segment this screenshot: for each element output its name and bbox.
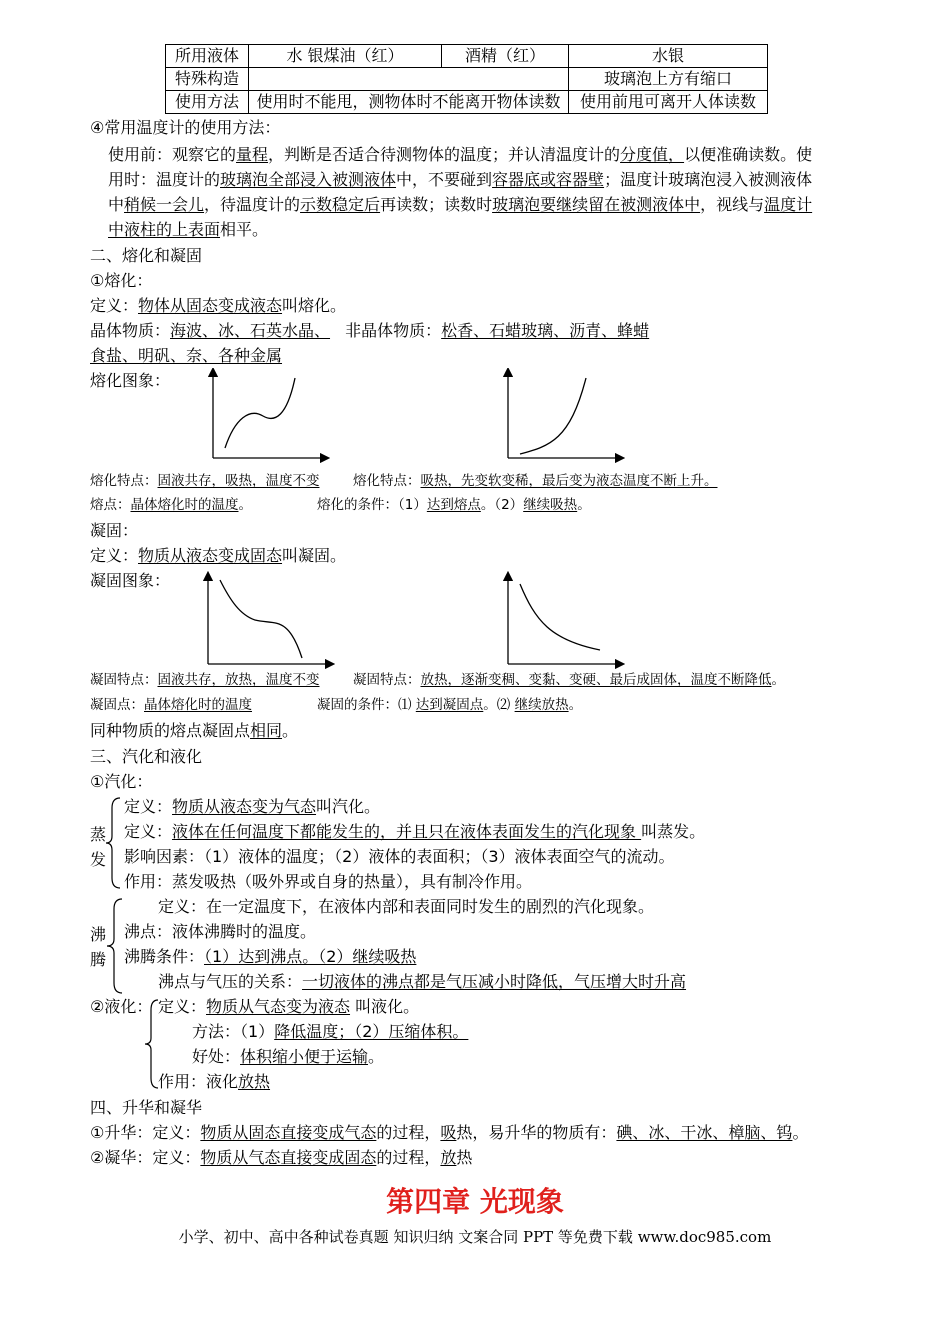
thermo-line-1: 使用前：观察它的量程，判断是否适合待测物体的温度；并认清温度计的分度值，以便准确读数。使 [108,145,813,164]
boil-def: 定义：在一定温度下，在液体内部和表面同时发生的剧烈的汽化现象。 [158,897,655,916]
melting-sub: ①熔化： [90,271,153,290]
liq-method: 方法：（1）降低温度；（2）压缩体积。 [192,1022,469,1041]
evap-def-1: 定义：物质从液态变为气态叫汽化。 [124,797,381,816]
freezing-point: 凝固点：晶体熔化时的温度 [90,697,252,713]
evap-def-2: 定义：液体在任何温度下都能发生的，并且只在液体表面发生的汽化现象 叫蒸发。 [124,822,706,841]
freezing-curve [220,580,302,658]
table-cell: 特殊构造 [166,68,249,91]
evap-factors: 影响因素：（1）液体的温度；（2）液体的表面积；（3）液体表面空气的流动。 [124,847,675,866]
freezing-feature-2: 凝固特点：放热，逐渐变稠、变黏、变硬、最后成固体，温度不断降低。 [353,672,785,688]
table-cell: 使用时不能甩，测物体时不能离开物体读数 [249,91,569,114]
liq-def: 定义：物质从气态变为液态 叫液化。 [158,997,420,1016]
boil-condition: 沸腾条件：（1）达到沸点。（2）继续吸热 [124,947,417,966]
table-cell: 水银 [569,45,768,68]
freezing-condition: 凝固的条件：⑴ 达到凝固点。⑵ 继续放热。 [317,697,583,713]
boil-pressure: 沸点与气压的关系：一切液体的沸点都是气压减小时降低，气压增大时升高 [158,972,687,991]
crystal-line-2: 食盐、明矾、奈、各种金属 [90,346,283,365]
evaporation-label: 蒸发 [90,825,107,869]
amorphous-freezing-graph [490,570,630,670]
table-row [166,91,768,114]
amorphous-melting-graph [490,368,630,464]
table-cell: 酒精（红） [442,45,569,68]
crystal-freezing-graph [190,570,340,670]
thermo-line-4: 中液柱的上表面相平。 [108,220,269,239]
section-sublimation: 四、升华和凝华 [90,1098,203,1117]
freezing-sub: 凝固： [90,521,139,540]
table-row [166,45,768,68]
table-cell: 玻璃泡上方有缩口 [569,68,768,91]
boil-point: 沸点：液体沸腾时的温度。 [124,922,317,941]
liq-benefit: 好处：体积缩小便于运输。 [192,1047,385,1066]
freezing-curve [520,584,600,650]
freezing-def: 定义：物质从液态变成固态叫凝固。 [90,546,347,565]
same-point: 同种物质的熔点凝固点相同。 [90,721,299,740]
section-melting: 二、熔化和凝固 [90,246,203,265]
melting-curve [225,378,295,448]
footer-text: 小学、初中、高中各种试卷真题 知识归纳 文案合同 PPT 等免费下载 www.doc985.com [178,1228,772,1246]
table-cell: 所用液体 [166,45,249,68]
melting-point: 熔点：晶体熔化时的温度。 [90,497,252,513]
deposition-line: ②凝华：定义：物质从气态直接变成固态的过程，放热 [90,1148,473,1167]
table-cell: 使用方法 [166,91,249,114]
thermo-heading: ④常用温度计的使用方法： [90,118,281,137]
melting-graph-label: 熔化图象： [90,371,171,390]
melting-feature-1: 熔化特点：固液共存，吸热，温度不变 [90,473,320,489]
table-cell [249,68,569,91]
table-cell: 水 银煤油（红） [249,45,442,68]
thermometer-table [165,44,768,114]
table-row [166,68,768,91]
freezing-feature-1: 凝固特点：固液共存，放热，温度不变 [90,672,320,688]
melting-condition: 熔化的条件：（1）达到熔点。（2）继续吸热。 [317,497,591,513]
boiling-label: 沸腾 [90,925,107,969]
thermo-line-3: 中稍候一会儿，待温度计的示数稳定后再读数；读数时玻璃泡要继续留在被测液体中，视线与温度计 [108,195,813,214]
evap-effect: 作用：蒸发吸热（吸外界或自身的热量），具有制冷作用。 [124,872,533,891]
melting-curve [520,378,586,454]
melting-feature-2: 熔化特点：吸热，先变软变稀，最后变为液态温度不断上升。 [353,473,718,489]
liq-effect: 作用：液化放热 [158,1072,271,1091]
vapor-sub: ①汽化： [90,772,153,791]
thermo-line-2: 用时：温度计的玻璃泡全部浸入被测液体中，不要碰到容器底或容器壁；温度计玻璃泡浸入被测液体 [108,170,813,189]
section-vapor: 三、汽化和液化 [90,747,203,766]
liquefaction-label: ②液化： [90,997,153,1016]
table-cell: 使用前甩可离开人体读数 [569,91,768,114]
crystal-melting-graph [195,368,335,464]
chapter-title: 第四章 光现象 [386,1185,564,1218]
melting-def: 定义：物体从固态变成液态叫熔化。 [90,296,347,315]
sublimation-line: ①升华：定义：物质从固态直接变成气态的过程，吸热，易升华的物质有：碘、冰、干冰、樟脑、钨。 [90,1123,809,1142]
freezing-graph-label: 凝固图象： [90,571,171,590]
crystal-line: 晶体物质：海波、冰、石英水晶、 非晶体物质：松香、石蜡玻璃、沥青、蜂蜡 [90,321,650,340]
